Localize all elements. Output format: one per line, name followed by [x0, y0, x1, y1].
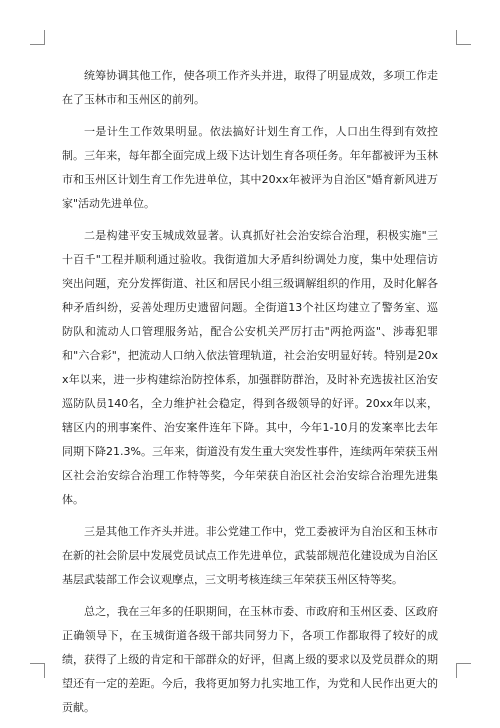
paragraph-family-planning: 一是计生工作效果明显。依法搞好计划生育工作，人口出生得到有效控制。三年来，每年都全面完成上级下达计划生育各项任务。年年都被评为玉林市和玉州区计划生育工作先进单位，其中20xx年被评为自治区"婚育新风进万家"活动先进单位。 [62, 125, 438, 210]
paragraph-public-security: 二是构建平安玉城成效显著。认真抓好社会治安综合治理，积极实施"三十百千"工程并顺利通过验收。我街道加大矛盾纠纷调处力度，集中处理信访突出问题，充分发挥街道、社区和居民小组三级调解组织的作用，及时化解各种矛盾纠纷，妥善处理历史遗留问题。全街道13个社区均建立了警务室、巡防队和流动人口管理服务站，配合公安机关严厉打击"两抢两盗"、涉毒犯罪和"六合彩"，把流动人口纳入依法管理轨道，社会治安明显好转。特别是20xx年以来，进一步构建综治防控体系，加强群防群治，及时补充选拔社区治安巡防队员140名，全力维护社会稳定，得到各级领导的好评。20xx年以来，辖区内的刑事案件、治安案件连年下降。其中，今年1-10月的发案率比去年同期下降21.3%。三年来，街道没有发生重大突发性事件，连续两年荣获玉州区社会治安综合治理工作特等奖，今年荣获自治区社会治安综合治理先进集体。 [62, 229, 438, 506]
crop-mark-bottom-left [30, 663, 45, 678]
paragraph-other-work: 三是其他工作齐头并进。非公党建工作中，党工委被评为自治区和玉林市在新的社会阶层中发展党员试点工作先进单位，武装部规范化建设成为自治区基层武装部工作会议观摩点，三文明考核连续三年荣获玉州区特等奖。 [62, 525, 438, 586]
document-body [62, 64, 438, 728]
crop-mark-bottom-right [456, 663, 471, 678]
crop-mark-top-left [30, 30, 45, 45]
paragraph-conclusion: 总之，我在三年多的任职期间，在玉林市委、市政府和玉州区委、区政府正确领导下，在玉城街道各级干部共同努力下，各项工作都取得了较好的成绩，获得了上级的肯定和干部群众的好评，但离上级的要求以及党员群众的期望还有一定的差距。今后，我将更加努力扎实地工作，为党和人民作出更大的贡献。 [62, 605, 438, 714]
paragraph-intro-continuation: 统筹协调其他工作，使各项工作齐头并进，取得了明显成效，多项工作走在了玉林市和玉州区的前列。 [62, 69, 438, 106]
crop-mark-top-right [456, 30, 471, 45]
